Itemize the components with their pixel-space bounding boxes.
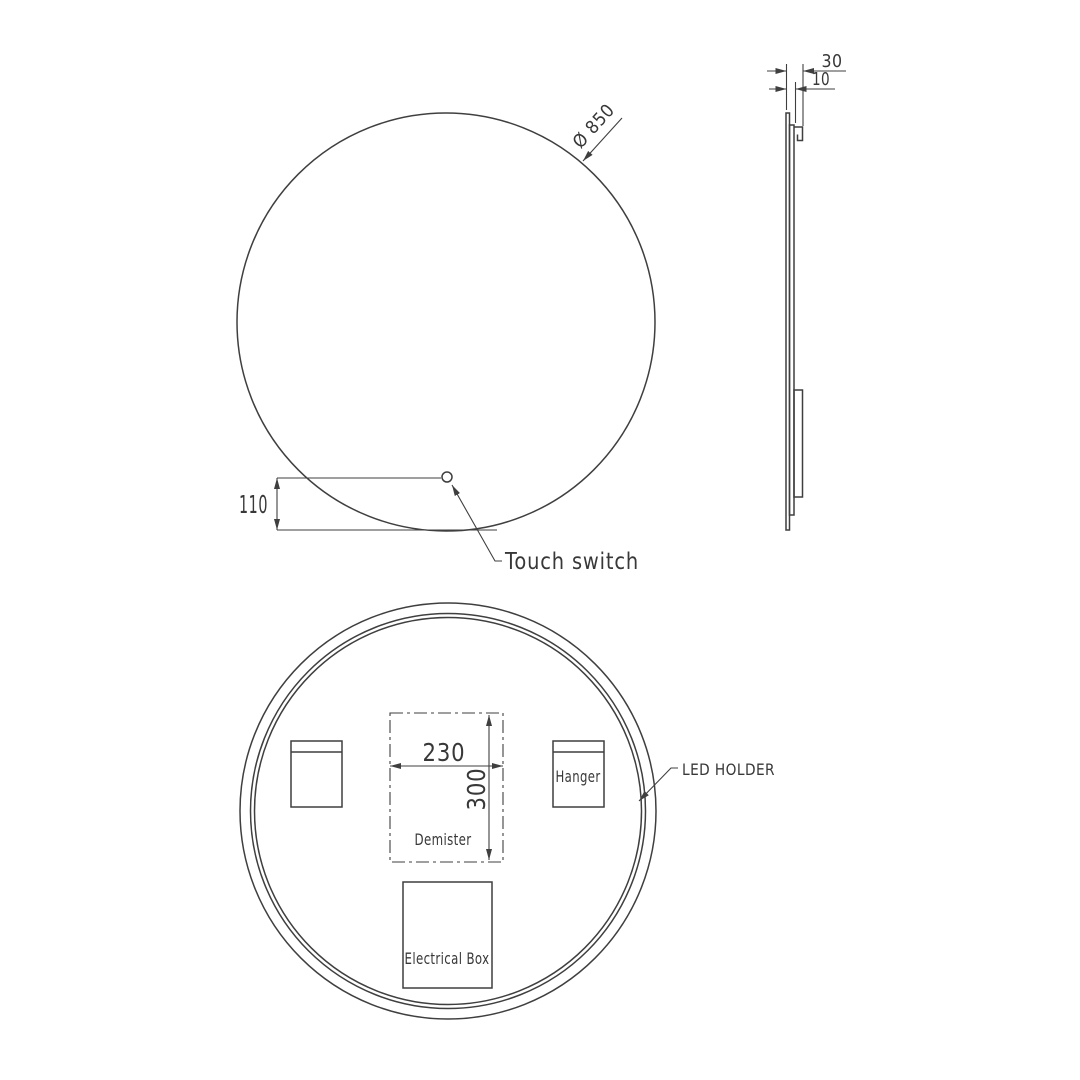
- hanger-left-outline: [291, 741, 342, 807]
- rear-box-profile: [794, 390, 803, 497]
- touch-switch-label: Touch switch: [504, 549, 639, 575]
- led-holder-ring-inner: [255, 618, 642, 1005]
- offset-dimension-label: 110: [239, 490, 268, 519]
- side-view: [767, 51, 846, 530]
- glass-dimension-label: 10: [812, 69, 830, 90]
- diameter-dimension-label: Ø 850: [568, 96, 623, 153]
- demister-label: Demister: [414, 830, 472, 849]
- electrical-box-outline: [403, 882, 492, 988]
- mirror-outline: [237, 113, 655, 531]
- touch-switch-dot: [442, 472, 452, 482]
- rear-view: [240, 603, 775, 1019]
- hanger-label: Hanger: [555, 767, 601, 786]
- front-view: [237, 96, 655, 575]
- wall-bracket-profile: [794, 127, 803, 141]
- demister-height-label: 300: [462, 759, 491, 811]
- demister-width-label: 230: [422, 738, 466, 767]
- depth-dimension-label: 30: [821, 51, 843, 72]
- led-holder-label: LED HOLDER: [682, 760, 775, 779]
- touch-switch-leader-line: [452, 485, 502, 561]
- electrical-box-label: Electrical Box: [404, 949, 490, 968]
